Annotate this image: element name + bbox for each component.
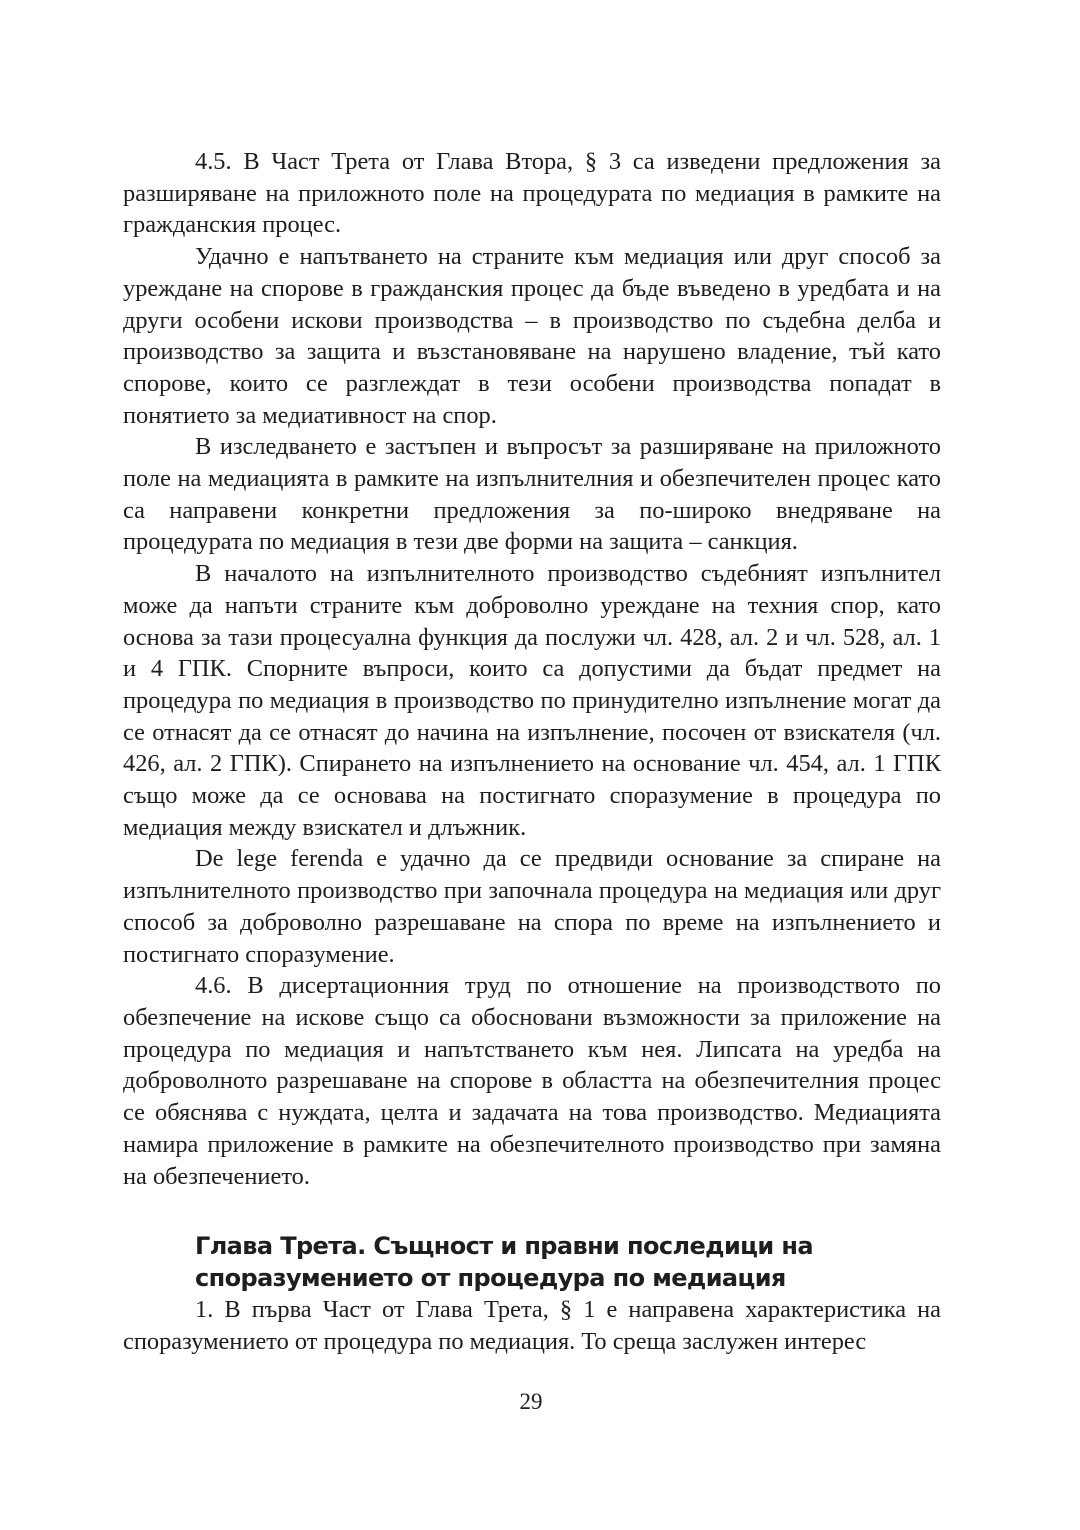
paragraph-enforcement-scope: В изследването е застъпен и въпросът за разширяване на приложното поле на медиацията в рамките на изпълнителния и обезпечителен процес като са направени конкретни предложения за по-широко внедряване на процедурата по медиация в тези две форми на защита – санкция. — [123, 433, 941, 556]
paragraph-4-5: 4.5. В Част Трета от Глава Втора, § 3 са изведени предложения за разширяване на приложното поле на процедурата по медиация в рамките на гражданския процес. — [123, 148, 941, 239]
paragraph-4-6: 4.6. В дисертационния труд по отношение на производството по обезпечение на искове също са обосновани възможности за приложение на процедура по медиация и напътстването към нея. Липсата на уредба на доброволното разрешаване на спорове в областта на обезпечителния процес се обяснява с нуждата, целта и задачата на това производство. Медиацията намира приложение в рамките на обезпечителното производство при замяна на обезпечението. — [123, 972, 941, 1190]
page-content — [123, 146, 941, 1358]
chapter-three-heading — [195, 1230, 941, 1294]
page-number: 29 — [519, 1389, 543, 1414]
paragraph-chapter-three-1: 1. В първа Част от Глава Трета, § 1 е направена характеристика на споразумението от процедура по медиация. То среща заслужен интерес — [123, 1296, 941, 1355]
chapter-heading-line-2: споразумението от процедура по медиация — [195, 1264, 786, 1293]
paragraph-enforcement-officer: В началото на изпълнителното производство съдебният изпълнител може да напъти страните към доброволно уреждане на техния спор, като основа за тази процесуална функция да послужи чл. 428, ал. 2 и чл. 528, ал. 1 и 4 ГПК. Спорните въпроси, които са допустими да бъдат предмет на процедура по медиация в производство по принудително изпълнение могат да се отнасят да се отнасят до начина на изпълнение, посочен от взискателя (чл. 426, ал. 2 ГПК). Спирането на изпълнението на основание чл. 454, ал. 1 ГПК също може да се основава на постигнато споразумение в процедура по медиация между взискател и длъжник. — [123, 560, 941, 841]
chapter-heading-line-1: Глава Трета. Същност и правни последици на — [195, 1232, 813, 1261]
paragraph-referral-mediation: Удачно е напътването на страните към медиация или друг способ за уреждане на спорове в гражданския процес да бъде въведено в уредбата и на други особени искови производства – в производство по съдебна делба и производство за защита и възстановяване на нарушено владение, тъй като спорове, които се разглеждат в тези особени производства попадат в понятието за медиативност на спор. — [123, 243, 941, 429]
paragraph-de-lege-ferenda: De lege ferenda е удачно да се предвиди основание за спиране на изпълнителното производство при започнала процедура на медиация или друг способ за доброволно разрешаване на спора по време на изпълнението и постигнато споразумение. — [123, 845, 941, 968]
